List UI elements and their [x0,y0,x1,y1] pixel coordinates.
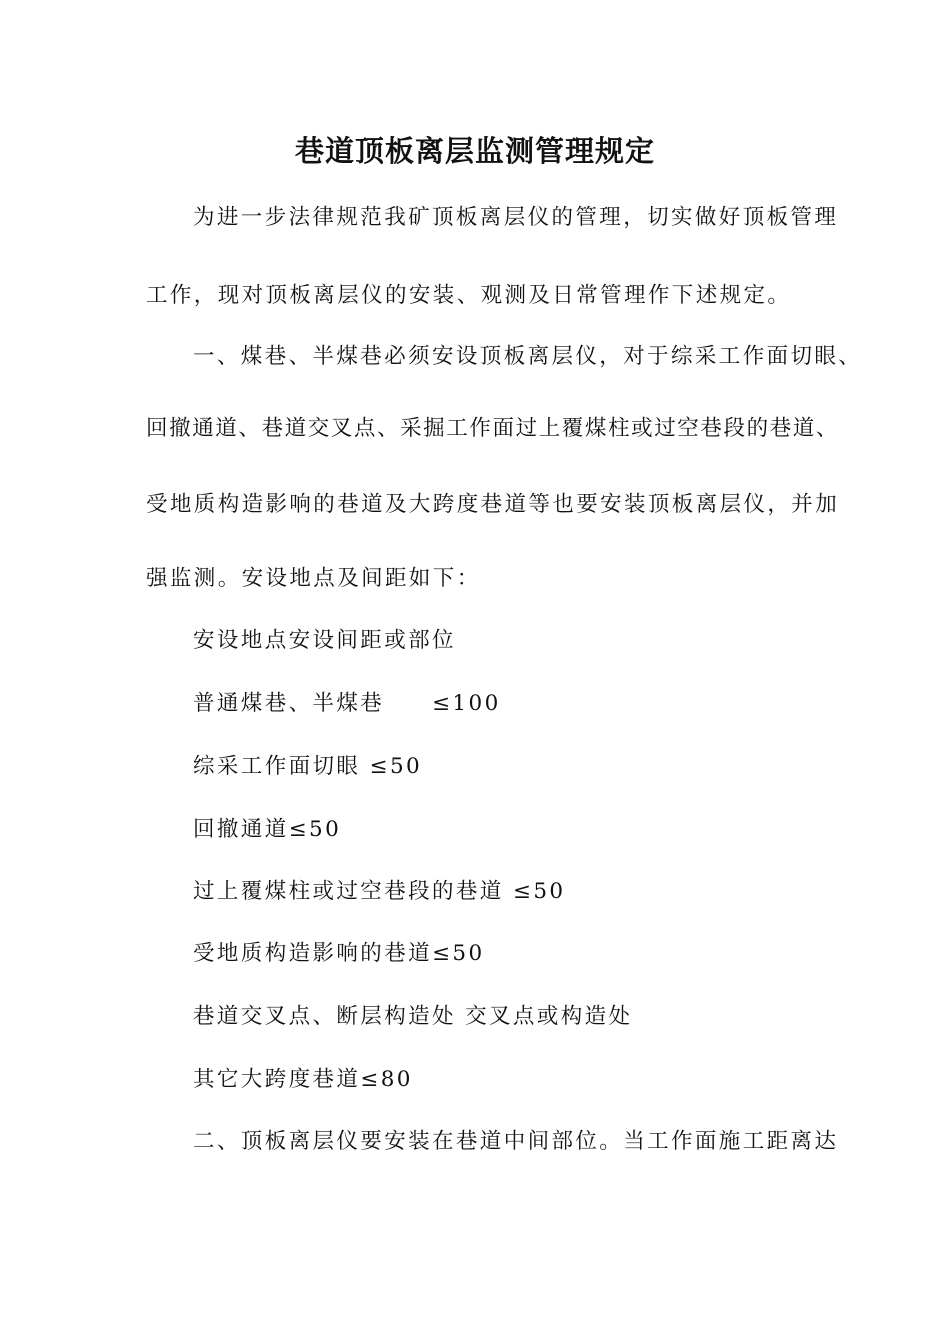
table-row-line: 综采工作面切眼 ≤50 [193,754,423,779]
paragraph-intro-line-2: 工作，现对顶板离层仪的安装、观测及日常管理作下述规定。 [146,283,792,308]
section-2-line-1: 二、顶板离层仪要安装在巷道中间部位。当工作面施工距离达 [193,1129,839,1154]
table-row-line: 其它大跨度巷道≤80 [193,1067,413,1092]
section-1-line-1: 一、煤巷、半煤巷必须安设顶板离层仪，对于综采工作面切眼、 [193,344,863,369]
section-1-line-2: 回撤通道、巷道交叉点、采掘工作面过上覆煤柱或过空巷段的巷道、 [146,416,840,441]
paragraph-intro-line-1: 为进一步法律规范我矿顶板离层仪的管理，切实做好顶板管理 [193,205,839,230]
table-row-line: 巷道交叉点、断层构造处 交叉点或构造处 [193,1004,633,1029]
section-1-line-4: 强监测。安设地点及间距如下： [146,566,481,591]
table-row-line: 普通煤巷、半煤巷 ≤100 [193,691,501,716]
section-1-line-3: 受地质构造影响的巷道及大跨度巷道等也要安装顶板离层仪，并加 [146,492,840,517]
table-row-line: 回撤通道≤50 [193,817,342,842]
document-title: 巷道顶板离层监测管理规定 [294,134,655,168]
table-header-line: 安设地点安设间距或部位 [193,628,456,653]
table-row-line: 过上覆煤柱或过空巷段的巷道 ≤50 [193,879,566,904]
table-row-line: 受地质构造影响的巷道≤50 [193,941,485,966]
